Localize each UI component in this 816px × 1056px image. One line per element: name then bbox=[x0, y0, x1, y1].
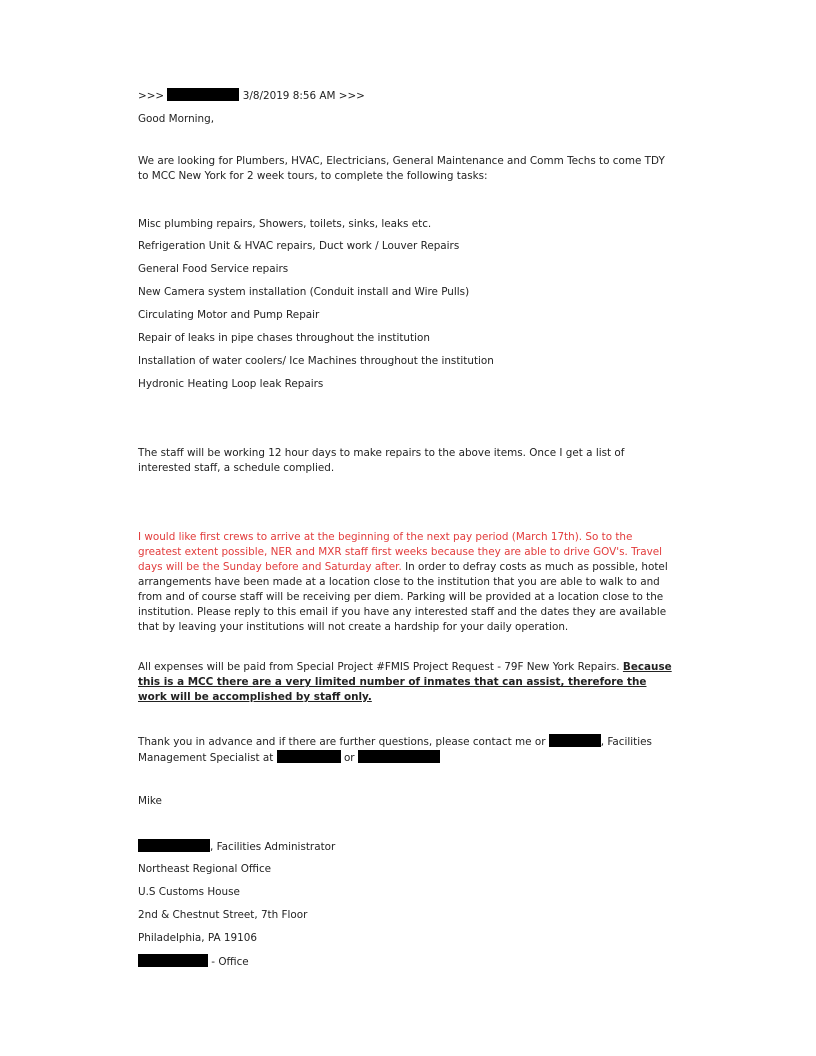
signature-office: Northeast Regional Office bbox=[138, 863, 272, 875]
forward-header bbox=[138, 88, 365, 104]
expenses-normal-text: All expenses will be paid from Special Project #FMIS Project Request - 79F New York Repairs. bbox=[138, 661, 623, 673]
signature-title-line bbox=[138, 839, 335, 855]
signature-phone-line bbox=[138, 954, 249, 970]
intro-paragraph: We are looking for Plumbers, HVAC, Electricians, General Maintenance and Comm Techs to come TDY to MCC New York for 2 week tours, to complete the following tasks: bbox=[138, 155, 665, 182]
header-prefix: >>> bbox=[138, 90, 165, 102]
redacted-phone bbox=[358, 750, 440, 763]
greeting: Good Morning, bbox=[138, 113, 215, 125]
thanks-paragraph bbox=[138, 734, 678, 766]
signature-phone-suffix: - Office bbox=[208, 956, 249, 968]
sign-name: Mike bbox=[138, 795, 162, 807]
schedule-paragraph bbox=[138, 530, 678, 635]
redacted-name bbox=[138, 839, 210, 852]
task-item: General Food Service repairs bbox=[138, 263, 289, 275]
staff-paragraph: The staff will be working 12 hour days to make repairs to the above items. Once I get a list of interested staff, a schedule complied. bbox=[138, 447, 625, 474]
task-item: Installation of water coolers/ Ice Machines throughout the institution bbox=[138, 355, 494, 367]
thanks-part2: , Facilities Management Specialist at bbox=[138, 736, 652, 764]
redacted-phone bbox=[277, 750, 341, 763]
schedule-red-text: I would like first crews to arrive at the beginning of the next pay period (March 17th). So to the greatest extent possible, NER and MXR staff first weeks because they are able to drive GOV's. Travel days will be the Sunday before and Saturday after. bbox=[138, 531, 663, 573]
signature-city: Philadelphia, PA 19106 bbox=[138, 932, 257, 944]
task-item: Circulating Motor and Pump Repair bbox=[138, 309, 320, 321]
expenses-paragraph bbox=[138, 660, 678, 705]
redacted-sender bbox=[167, 88, 239, 101]
task-item: Hydronic Heating Loop leak Repairs bbox=[138, 378, 324, 390]
signature-street: 2nd & Chestnut Street, 7th Floor bbox=[138, 909, 308, 921]
signature-building: U.S Customs House bbox=[138, 886, 240, 898]
redacted-phone bbox=[138, 954, 208, 967]
task-item: New Camera system installation (Conduit install and Wire Pulls) bbox=[138, 286, 470, 298]
task-item: Misc plumbing repairs, Showers, toilets, sinks, leaks etc. bbox=[138, 218, 432, 230]
header-timestamp: 3/8/2019 8:56 AM bbox=[242, 90, 336, 102]
thanks-part1: Thank you in advance and if there are further questions, please contact me or bbox=[138, 736, 546, 748]
signature-title: , Facilities Administrator bbox=[210, 841, 336, 853]
task-item: Refrigeration Unit & HVAC repairs, Duct work / Louver Repairs bbox=[138, 240, 460, 252]
redacted-name bbox=[549, 734, 601, 747]
header-suffix: >>> bbox=[338, 90, 365, 102]
schedule-normal-text: In order to defray costs as much as possible, hotel arrangements have been made at a location close to the institution that you are able to walk to and from and of course staff will be receiving per diem. Parking will be provided at a location close to the institution. Please reply to this email if you have any interested staff and the dates they are available that by leaving your institutions will not create a hardship for your daily operation. bbox=[138, 561, 668, 633]
task-item: Repair of leaks in pipe chases throughout the institution bbox=[138, 332, 430, 344]
expenses-bold-text: Because this is a MCC there are a very limited number of inmates that can assist, therefore the work will be accomplished by staff only. bbox=[138, 661, 672, 703]
thanks-part3: or bbox=[343, 752, 355, 764]
